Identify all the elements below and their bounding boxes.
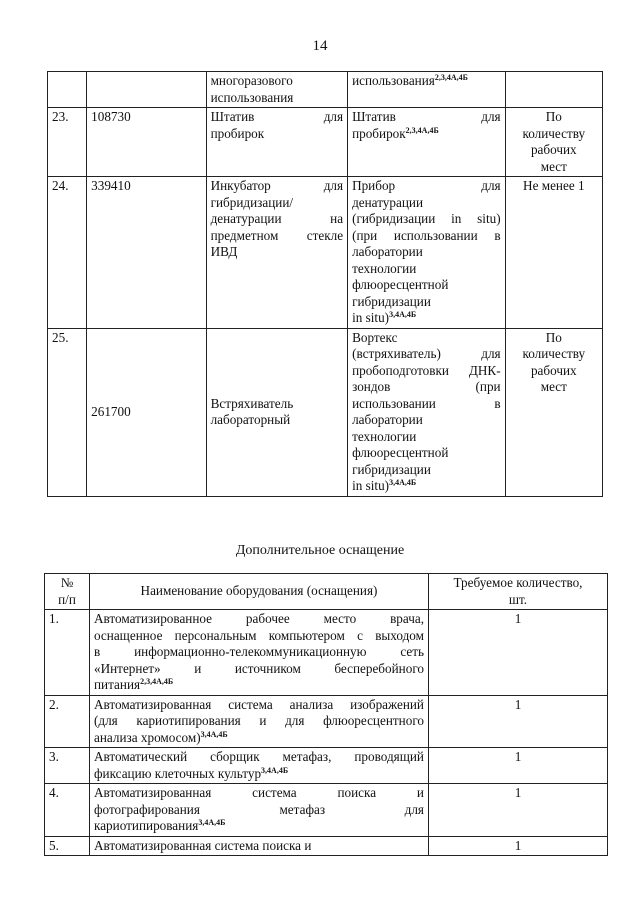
text-line: Не менее 1	[523, 178, 585, 193]
text-line: фотографирования метафаз для	[94, 801, 424, 817]
text-line: технологии	[352, 428, 417, 444]
text-line: в информационно-телекоммуникационную сеть	[94, 644, 424, 659]
row-name	[206, 72, 348, 108]
row-number: 1.	[45, 610, 90, 696]
table-row	[45, 784, 608, 837]
row-number: 5.	[45, 836, 90, 856]
row-name	[90, 695, 429, 748]
row-description	[348, 177, 506, 329]
text-line: лаборатории	[352, 412, 423, 427]
text-line: флюоресцентной	[352, 277, 449, 292]
text-line: in situ)$^{3,4А,4Б}$	[352, 478, 417, 493]
text-line: количеству	[522, 125, 586, 141]
text-line: (гибридизации in situ)	[352, 211, 501, 226]
text-line: использовании в	[352, 395, 501, 411]
footnote-ref: 3,4А,4Б	[389, 478, 417, 487]
text-line: Прибор для	[352, 178, 501, 193]
header-qty: Требуемое количество, шт.	[429, 574, 608, 610]
text-line: in situ)$^{3,4А,4Б}$	[352, 310, 417, 325]
row-quantity	[505, 177, 602, 329]
footnote-ref: 3,4А,4Б	[198, 818, 226, 827]
footnote-ref: 2,3,4А,4Б	[405, 125, 439, 135]
section-title: Дополнительное оснащение	[235, 543, 405, 558]
table-row	[48, 328, 603, 496]
text-line: лабораторный	[210, 412, 291, 427]
text-line: Автоматизированная система поиска и	[94, 785, 424, 800]
row-code	[87, 72, 206, 108]
text-line: зондов (при	[352, 379, 501, 394]
text-line: ИВД	[210, 244, 238, 259]
row-description	[348, 328, 506, 496]
text-line: гибридизации	[352, 293, 431, 309]
footnote-ref: 3,4А,4Б	[389, 310, 417, 319]
text-line: лаборатории	[352, 244, 423, 259]
row-name	[90, 748, 429, 784]
text-line: денатурации на	[210, 211, 344, 226]
text-line: Штатив для	[210, 109, 344, 124]
row-number: 3.	[45, 748, 90, 784]
text-line: гибридизации/	[210, 194, 294, 210]
row-quantity	[505, 108, 602, 177]
text-line: оснащенное персональным компьютером с выходом	[94, 627, 424, 643]
row-name	[206, 108, 348, 177]
text-line: анализа хромосом)$^{3,4А,4Б}$	[94, 729, 228, 745]
text-line: рабочих	[530, 142, 577, 157]
text-line: питания$^{2,3,4А,4Б}$	[94, 677, 174, 692]
text-line: мест	[540, 379, 567, 394]
text-line: кариотипирования$^{3,4А,4Б}$	[94, 818, 226, 833]
text-line: пробирок$^{2,3,4А,4Б}$	[352, 125, 439, 141]
row-quantity: 1	[429, 695, 608, 748]
row-description	[348, 108, 506, 177]
text-line: мест	[540, 158, 567, 174]
text-line: пробоподготовки ДНК-	[352, 362, 501, 378]
page-number: 14	[312, 38, 328, 54]
text-line: предметном стекле	[210, 227, 344, 243]
row-quantity	[505, 72, 602, 108]
table-row	[45, 610, 608, 696]
text-line: По	[545, 109, 562, 124]
text-line: «Интернет» и источником бесперебойного	[94, 660, 424, 676]
text-line: По	[545, 329, 562, 345]
row-name	[90, 610, 429, 696]
text-line: (при использовании в	[352, 227, 501, 243]
text-line: количеству	[522, 346, 586, 361]
footnote-ref: 2,3,4А,4Б	[140, 677, 174, 686]
row-quantity: 1	[429, 610, 608, 696]
row-number: 4.	[45, 784, 90, 837]
row-number: 24.	[48, 177, 87, 329]
row-number	[48, 72, 87, 108]
row-name	[90, 836, 429, 856]
footnote-ref: 3,4А,4Б	[200, 729, 228, 739]
text-line: Инкубатор для	[210, 178, 344, 193]
table-row	[45, 748, 608, 784]
table-row	[48, 108, 603, 177]
text-line: Штатив для	[352, 109, 501, 124]
text-line: многоразового	[210, 73, 293, 88]
table-header-row	[45, 574, 608, 610]
text-line: использования$^{2,3,4А,4Б}$	[352, 73, 468, 88]
row-number: 23.	[48, 108, 87, 177]
row-code: 339410	[87, 177, 206, 329]
text-line: (встряхиватель) для	[352, 346, 501, 361]
row-code: 261700	[87, 328, 206, 496]
text-line: Встряхиватель	[210, 395, 294, 411]
text-line: гибридизации	[352, 461, 431, 477]
row-name	[206, 177, 348, 329]
text-line: рабочих	[530, 362, 577, 378]
row-name	[90, 784, 429, 837]
text-line: флюоресцентной	[352, 445, 449, 460]
text-line: Автоматизированное рабочее место врача,	[94, 611, 424, 626]
row-number: 2.	[45, 695, 90, 748]
text-line: фиксацию клеточных культур$^{3,4А,4Б}$	[94, 765, 289, 781]
text-line: пробирок	[210, 125, 265, 141]
footnote-ref: 2,3,4А,4Б	[434, 73, 468, 82]
additional-equipment-table	[44, 573, 608, 856]
table-row	[48, 177, 603, 329]
text-line: Автоматизированная система поиска и	[94, 837, 312, 853]
row-quantity: 1	[429, 836, 608, 856]
row-quantity: 1	[429, 784, 608, 837]
footnote-ref: 3,4А,4Б	[261, 765, 289, 775]
table-row	[45, 836, 608, 856]
row-quantity	[505, 328, 602, 496]
header-name: Наименование оборудования (оснащения)	[90, 574, 429, 610]
row-description	[348, 72, 506, 108]
text-line: технологии	[352, 260, 417, 276]
text-line: денатурации	[352, 194, 423, 210]
text-line: Вортекс	[352, 329, 398, 345]
text-line: (для кариотипирования и для флюоресцентного	[94, 713, 424, 728]
row-name	[206, 328, 348, 496]
row-quantity: 1	[429, 748, 608, 784]
row-number: 25.	[48, 328, 87, 496]
text-line: Автоматизированная система анализа изображений	[94, 696, 424, 712]
equipment-table	[47, 71, 603, 497]
table-row	[45, 695, 608, 748]
text-line: использования	[210, 89, 294, 105]
row-code: 108730	[87, 108, 206, 177]
header-num: № п/п	[45, 574, 90, 610]
text-line: Автоматический сборщик метафаз, проводящий	[94, 749, 424, 764]
table-row	[48, 72, 603, 108]
